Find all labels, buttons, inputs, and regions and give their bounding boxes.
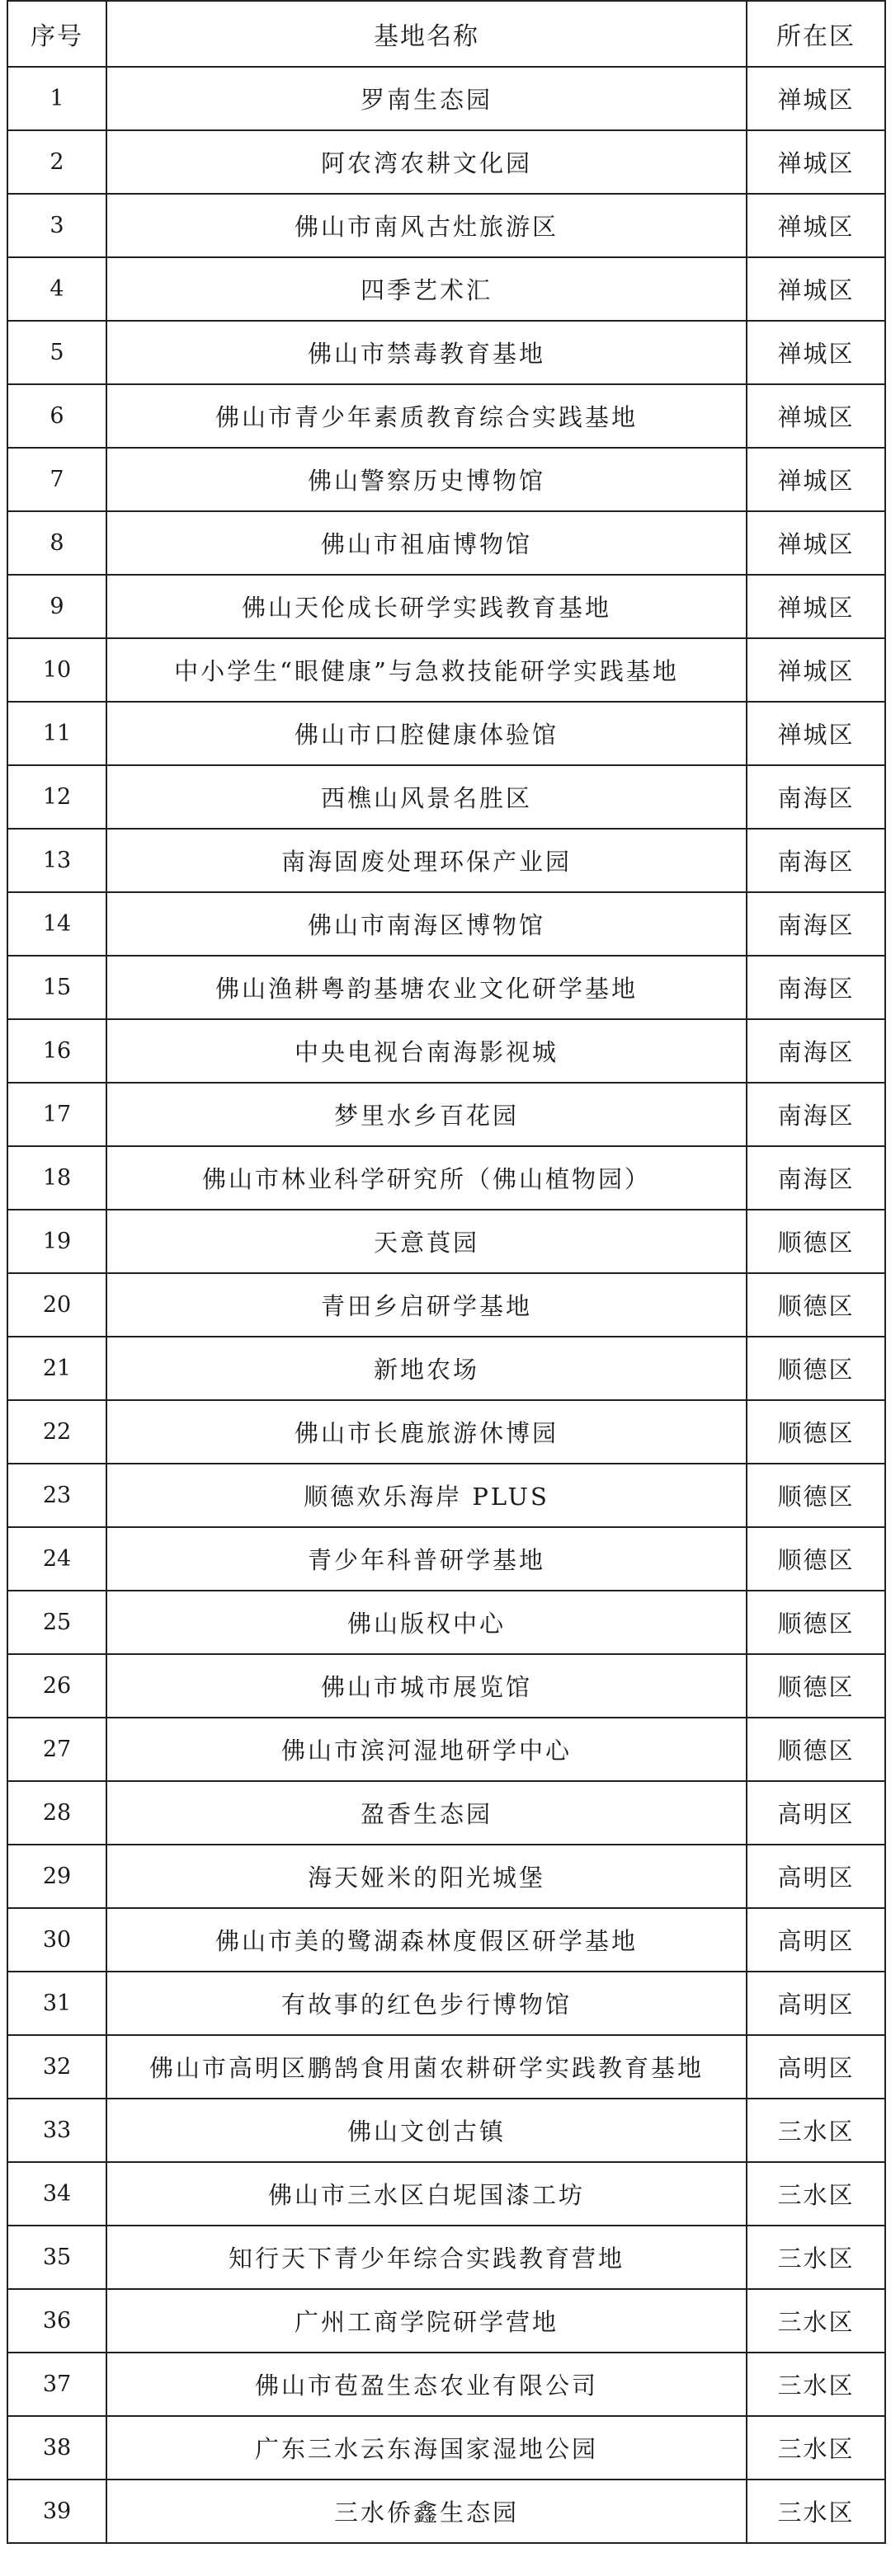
table-row [7,1972,885,2035]
cell-name: 盈香生态园 [106,1781,747,1845]
cell-index: 35 [7,2226,106,2289]
cell-district: 高明区 [747,1972,885,2035]
cell-district: 顺德区 [747,1400,885,1464]
header-name: 基地名称 [106,1,747,67]
cell-name: 佛山文创古镇 [106,2099,747,2162]
cell-index: 26 [7,1654,106,1718]
table-row [7,2416,885,2480]
table-row [7,2162,885,2226]
study-base-table [7,0,886,2544]
cell-name: 新地农场 [106,1337,747,1400]
cell-name: 佛山市禁毒教育基地 [106,321,747,384]
cell-district: 顺德区 [747,1273,885,1337]
cell-index: 19 [7,1210,106,1273]
cell-district: 禅城区 [747,194,885,257]
table-row [7,1908,885,1972]
cell-district: 三水区 [747,2099,885,2162]
cell-district: 南海区 [747,1019,885,1083]
cell-district: 南海区 [747,765,885,829]
cell-name: 青少年科普研学基地 [106,1527,747,1591]
table-header [7,1,885,67]
cell-name: 佛山市南海区博物馆 [106,892,747,956]
table-row [7,2035,885,2099]
cell-name: 佛山渔耕粤韵基塘农业文化研学基地 [106,956,747,1019]
table-row [7,1146,885,1210]
table-row [7,956,885,1019]
cell-district: 禅城区 [747,384,885,448]
cell-name: 佛山市长鹿旅游休博园 [106,1400,747,1464]
table-row [7,1845,885,1908]
cell-name: 广东三水云东海国家湿地公园 [106,2416,747,2480]
cell-district: 三水区 [747,2226,885,2289]
table-row [7,829,885,892]
cell-district: 南海区 [747,1083,885,1146]
cell-index: 6 [7,384,106,448]
table-row [7,765,885,829]
cell-index: 16 [7,1019,106,1083]
table-row [7,1654,885,1718]
cell-district: 顺德区 [747,1654,885,1718]
table-row [7,1591,885,1654]
table-row [7,1210,885,1273]
table-row [7,511,885,575]
cell-index: 27 [7,1718,106,1781]
cell-index: 7 [7,448,106,511]
table-row [7,257,885,321]
cell-name: 四季艺术汇 [106,257,747,321]
table-row [7,575,885,638]
cell-district: 三水区 [747,2289,885,2353]
table-row [7,130,885,194]
table-row [7,1781,885,1845]
cell-name: 佛山市高明区鹏鹄食用菌农耕研学实践教育基地 [106,2035,747,2099]
cell-name: 西樵山风景名胜区 [106,765,747,829]
cell-district: 南海区 [747,829,885,892]
cell-district: 三水区 [747,2416,885,2480]
cell-district: 禅城区 [747,130,885,194]
cell-index: 10 [7,638,106,702]
cell-name: 佛山市苞盈生态农业有限公司 [106,2353,747,2416]
cell-name: 佛山市城市展览馆 [106,1654,747,1718]
table-row [7,1464,885,1527]
cell-name: 佛山市青少年素质教育综合实践基地 [106,384,747,448]
cell-district: 禅城区 [747,638,885,702]
table-row [7,2226,885,2289]
header-row [7,1,885,67]
cell-name: 佛山天伦成长研学实践教育基地 [106,575,747,638]
cell-index: 24 [7,1527,106,1591]
cell-index: 15 [7,956,106,1019]
cell-name: 青田乡启研学基地 [106,1273,747,1337]
cell-name: 佛山市美的鹭湖森林度假区研学基地 [106,1908,747,1972]
cell-name: 佛山市滨河湿地研学中心 [106,1718,747,1781]
cell-district: 顺德区 [747,1464,885,1527]
table-row [7,2480,885,2543]
cell-index: 9 [7,575,106,638]
cell-name: 南海固废处理环保产业园 [106,829,747,892]
cell-district: 禅城区 [747,702,885,765]
cell-index: 12 [7,765,106,829]
cell-index: 3 [7,194,106,257]
cell-name: 中小学生“眼健康”与急救技能研学实践基地 [106,638,747,702]
cell-index: 21 [7,1337,106,1400]
cell-index: 37 [7,2353,106,2416]
table-row [7,892,885,956]
cell-index: 34 [7,2162,106,2226]
cell-district: 禅城区 [747,511,885,575]
cell-name: 佛山版权中心 [106,1591,747,1654]
cell-district: 高明区 [747,2035,885,2099]
table-row [7,1273,885,1337]
cell-name: 佛山市三水区白坭国漆工坊 [106,2162,747,2226]
cell-index: 31 [7,1972,106,2035]
cell-name: 梦里水乡百花园 [106,1083,747,1146]
cell-name: 天意莨园 [106,1210,747,1273]
cell-name: 广州工商学院研学营地 [106,2289,747,2353]
table-row [7,384,885,448]
cell-index: 29 [7,1845,106,1908]
cell-index: 8 [7,511,106,575]
cell-index: 30 [7,1908,106,1972]
cell-name: 知行天下青少年综合实践教育营地 [106,2226,747,2289]
cell-index: 4 [7,257,106,321]
header-district: 所在区 [747,1,885,67]
cell-district: 三水区 [747,2353,885,2416]
cell-district: 三水区 [747,2480,885,2543]
table-row [7,67,885,130]
cell-name: 佛山警察历史博物馆 [106,448,747,511]
table-row [7,638,885,702]
cell-name: 佛山市林业科学研究所（佛山植物园） [106,1146,747,1210]
cell-index: 14 [7,892,106,956]
cell-index: 18 [7,1146,106,1210]
cell-district: 禅城区 [747,321,885,384]
table-row [7,1337,885,1400]
cell-index: 32 [7,2035,106,2099]
table-row [7,2099,885,2162]
table-row [7,1019,885,1083]
table-row [7,448,885,511]
cell-index: 1 [7,67,106,130]
cell-name: 佛山市口腔健康体验馆 [106,702,747,765]
table-row [7,2353,885,2416]
cell-name: 阿农湾农耕文化园 [106,130,747,194]
cell-district: 禅城区 [747,257,885,321]
cell-name: 顺德欢乐海岸 PLUS [106,1464,747,1527]
table-row [7,194,885,257]
table-row [7,2289,885,2353]
cell-district: 禅城区 [747,575,885,638]
cell-name: 中央电视台南海影视城 [106,1019,747,1083]
cell-district: 南海区 [747,956,885,1019]
cell-name: 罗南生态园 [106,67,747,130]
cell-index: 17 [7,1083,106,1146]
table-row [7,1400,885,1464]
cell-name: 三水侨鑫生态园 [106,2480,747,2543]
cell-index: 23 [7,1464,106,1527]
table-row [7,1718,885,1781]
table-body [7,67,885,2543]
cell-index: 28 [7,1781,106,1845]
cell-index: 25 [7,1591,106,1654]
document-sheet [7,0,884,2544]
cell-index: 11 [7,702,106,765]
cell-district: 顺德区 [747,1527,885,1591]
table-row [7,321,885,384]
cell-district: 南海区 [747,1146,885,1210]
cell-district: 顺德区 [747,1591,885,1654]
cell-index: 20 [7,1273,106,1337]
cell-index: 38 [7,2416,106,2480]
table-row [7,1083,885,1146]
cell-district: 三水区 [747,2162,885,2226]
cell-district: 高明区 [747,1781,885,1845]
cell-district: 南海区 [747,892,885,956]
cell-district: 高明区 [747,1845,885,1908]
cell-district: 顺德区 [747,1337,885,1400]
cell-district: 禅城区 [747,448,885,511]
table-row [7,702,885,765]
cell-index: 2 [7,130,106,194]
header-index: 序号 [7,1,106,67]
cell-name: 海天娅米的阳光城堡 [106,1845,747,1908]
cell-district: 顺德区 [747,1718,885,1781]
cell-name: 佛山市南风古灶旅游区 [106,194,747,257]
cell-index: 39 [7,2480,106,2543]
cell-district: 顺德区 [747,1210,885,1273]
cell-name: 佛山市祖庙博物馆 [106,511,747,575]
cell-index: 33 [7,2099,106,2162]
cell-name: 有故事的红色步行博物馆 [106,1972,747,2035]
cell-index: 5 [7,321,106,384]
cell-index: 22 [7,1400,106,1464]
cell-district: 高明区 [747,1908,885,1972]
table-row [7,1527,885,1591]
cell-district: 禅城区 [747,67,885,130]
cell-index: 13 [7,829,106,892]
cell-index: 36 [7,2289,106,2353]
